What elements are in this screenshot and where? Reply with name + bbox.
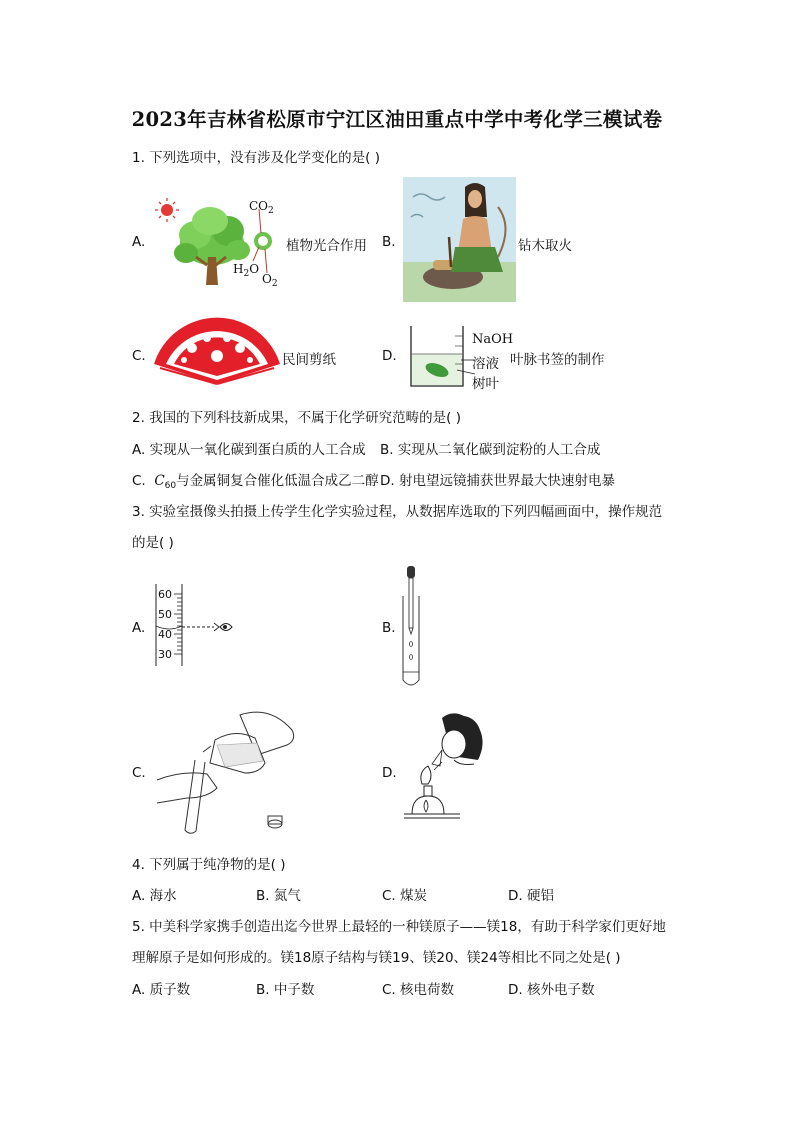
q4-option-d: D. 硬铝 [508, 888, 554, 904]
question-5-stem-line2: 理解原子是如何形成的。镁18原子结构与镁19、镁20、镁24等相比不同之处是( ) [132, 950, 621, 966]
q2-option-b: B. 实现从二氧化碳到淀粉的人工合成 [380, 442, 601, 458]
question-3-stem-line1: 3. 实验室摄像头拍摄上传学生化学实验过程，从数据库选取的下列四幅画面中，操作规范 [132, 504, 663, 520]
q1-option-a-label: A. [132, 234, 146, 250]
q1-option-d-text: 叶脉书签的制作 [510, 352, 605, 368]
q5-option-b: B. 中子数 [256, 982, 315, 998]
q3-option-c-label: C. [132, 765, 146, 781]
leaf-label: 树叶 [472, 376, 499, 392]
q2-option-c: C. $C_{60}$与金属铜复合催化低温合成乙二醇 [132, 473, 379, 491]
q1-option-d-label: D. [382, 348, 397, 364]
question-3-stem-line2: 的是( ) [132, 535, 174, 551]
q4-option-a: A. 海水 [132, 888, 177, 904]
sun-icon [155, 198, 179, 222]
solution-label: 溶液 [472, 356, 499, 372]
scale-30: 30 [158, 648, 172, 661]
q5-option-a: A. 质子数 [132, 982, 191, 998]
q3-option-d-label: D. [382, 765, 397, 781]
drilling-wood-fire-image [403, 177, 516, 302]
co2-label: $CO_2$ [249, 199, 274, 216]
q3-option-a-label: A. [132, 620, 146, 636]
h2o-label: $H_2O$ [233, 262, 260, 279]
question-4-stem: 4. 下列属于纯净物的是( ) [132, 857, 286, 873]
q4-option-b: B. 氮气 [256, 888, 301, 904]
q1-option-b-text: 钻木取火 [518, 238, 572, 254]
naoh-label: NaOH [472, 332, 514, 347]
eye-icon [220, 624, 232, 631]
scale-50: 50 [158, 608, 172, 621]
dropper-test-tube-image [400, 566, 422, 690]
q5-option-c: C. 核电荷数 [382, 982, 455, 998]
blowing-alcohol-lamp-image [402, 710, 492, 835]
beaker-leaf-image [407, 324, 467, 388]
scale-40: 40 [158, 628, 172, 641]
question-5-stem-line1: 5. 中美科学家携手创造出迄今世界上最轻的一种镁原子——镁18，有助于科学家们更好地 [132, 919, 666, 935]
q1-option-c-text: 民间剪纸 [282, 352, 336, 368]
paper-cut-fan-image [152, 318, 282, 386]
q1-option-b-label: B. [382, 234, 396, 250]
q2-option-a: A. 实现从一氧化碳到蛋白质的人工合成 [132, 442, 366, 458]
question-2-stem: 2. 我国的下列科技新成果，不属于化学研究范畴的是( ) [132, 410, 461, 426]
q1-option-a-text: 植物光合作用 [286, 238, 367, 254]
pouring-liquid-image [155, 710, 300, 835]
q5-option-d: D. 核外电子数 [508, 982, 595, 998]
q1-option-c-label: C. [132, 348, 146, 364]
scale-60: 60 [158, 588, 172, 601]
q3-option-b-label: B. [382, 620, 396, 636]
page-title: 2023年吉林省松原市宁江区油田重点中学中考化学三模试卷 [131, 108, 663, 131]
o2-label: $O_2$ [262, 272, 278, 289]
q2-option-d: D. 射电望远镜捕获世界最大快速射电暴 [380, 473, 615, 489]
question-1-stem: 1. 下列选项中，没有涉及化学变化的是( ) [132, 150, 380, 166]
q4-option-c: C. 煤炭 [382, 888, 428, 904]
